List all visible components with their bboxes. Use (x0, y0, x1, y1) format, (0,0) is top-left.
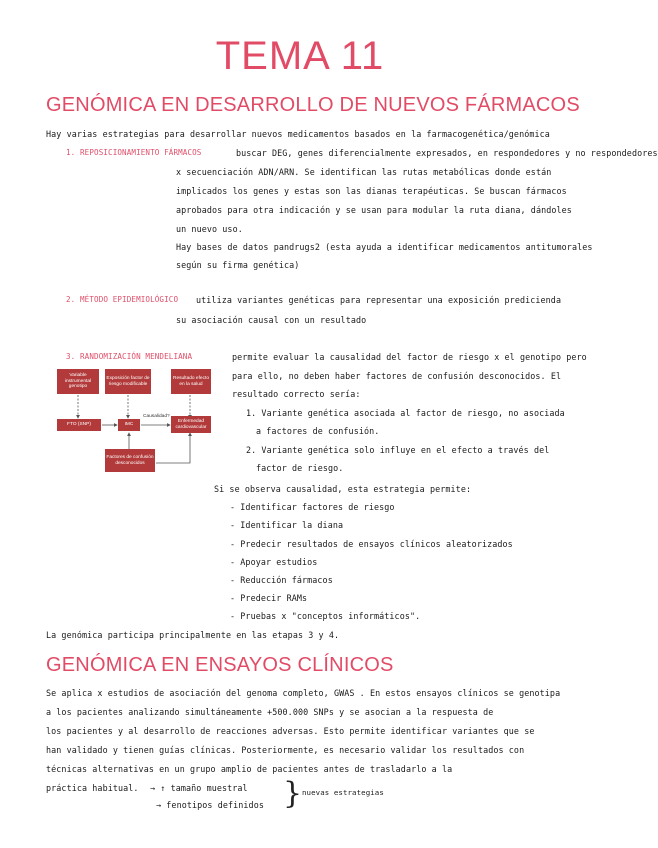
item3-line: resultado correcto sería: (232, 389, 361, 399)
section2-line: Se aplica x estudios de asociación del genoma completo, GWAS . En estos ensayos clínicos se genotipa (46, 688, 561, 698)
use-item: - Apoyar estudios (230, 557, 318, 567)
use-item: - Pruebas x "conceptos informáticos". (230, 611, 421, 621)
box-confounders: Factores de confusión desconocidos (105, 449, 155, 472)
item1-line: buscar DEG, genes diferencialmente expresados, en respondedores y no respondedores (236, 148, 658, 158)
box-variable: Variable instrumental genotipo (57, 369, 99, 394)
item1-line: x secuenciación ADN/ARN. Se identifican las rutas metabólicas donde están (176, 167, 552, 177)
brace-note: nuevas estrategias (302, 788, 384, 797)
condition-line: 2. Variante genética solo influye en el efecto a través del (246, 445, 550, 455)
section-heading-drug-development: GENÓMICA EN DESARROLLO DE NUEVOS FÁRMACOS (46, 94, 580, 116)
section2-line: técnicas alternativas en un grupo amplio de pacientes antes de trasladarlo a la (46, 764, 453, 774)
diagram-arrow (156, 433, 190, 463)
section2-line: práctica habitual. (46, 783, 139, 793)
box-imc: IMC (118, 419, 140, 431)
use-item: - Identificar factores de riesgo (230, 502, 395, 512)
item2-line: utiliza variantes genéticas para representar una exposición predicienda (196, 295, 562, 305)
curly-brace: } (283, 776, 303, 811)
arrow-item: → fenotipos definidos (156, 800, 264, 810)
use-item: - Predecir resultados de ensayos clínicos aleatorizados (230, 539, 513, 549)
condition-line: factor de riesgo. (256, 463, 344, 473)
item2-line: su asociación causal con un resultado (176, 315, 367, 325)
item1-line: un nuevo uso. (176, 224, 243, 234)
box-disease: Enfermedad cardiovascular (171, 416, 211, 433)
page-title: TEMA 11 (215, 34, 385, 78)
item1-line: según su firma genética) (176, 260, 300, 270)
use-item: - Identificar la diana (230, 520, 344, 530)
item1-line: Hay bases de datos pandrugs2 (esta ayuda a identificar medicamentos antitumorales (176, 242, 593, 252)
item3-line: permite evaluar la causalidad del factor de riesgo x el genotipo pero (232, 352, 587, 362)
use-item: - Predecir RAMs (230, 593, 308, 603)
use-item: - Reducción fármacos (230, 575, 333, 585)
section2-line: a los pacientes analizando simultáneamente +500.000 SNPs y se asocian a la respuesta de (46, 707, 494, 717)
condition-line: a factores de confusión. (256, 426, 380, 436)
causality-label: Causalidad? (143, 414, 170, 419)
section2-line: han validado y tienen guías clínicas. Posteriormente, es necesario validar los resultados con (46, 745, 525, 755)
item1-line: aprobados para otra indicación y se usan para modular la ruta diana, dándoles (176, 205, 572, 215)
closing-text: La genómica participa principalmente en las etapas 3 y 4. (46, 630, 340, 640)
arrow-item: → ↑ tamaño muestral (150, 783, 248, 793)
item1-line: implicados los genes y estas son las dianas terapéuticas. Se buscan fármacos (176, 186, 567, 196)
intro-text: Hay varias estrategias para desarrollar nuevos medicamentos basados en la farmacogenética/genómica (46, 129, 550, 139)
item2-label: 2. MÉTODO EPIDEMIOLÓGICO (66, 295, 179, 304)
section-heading-clinical-trials: GENÓMICA EN ENSAYOS CLÍNICOS (46, 654, 394, 676)
box-exposure: Exposición factor de riesgo modificable (105, 369, 151, 394)
causality-intro: Si se observa causalidad, esta estrategia permite: (214, 484, 472, 494)
section2-line: los pacientes y al desarrollo de reacciones adversas. Esto permite identificar variantes que se (46, 726, 535, 736)
box-result: Resultado efecto en la salud (171, 369, 211, 394)
mendelian-randomization-diagram (55, 366, 230, 473)
condition-line: 1. Variante genética asociada al factor de riesgo, no asociada (246, 408, 565, 418)
box-fto: FTO (SNP) (57, 419, 101, 431)
item3-label: 3. RANDOMIZACIÓN MENDELIANA (66, 352, 193, 361)
item1-label: 1. REPOSICIONAMIENTO FÁRMACOS (66, 148, 202, 157)
item3-line: para ello, no deben haber factores de confusión desconocidos. El (232, 371, 562, 381)
